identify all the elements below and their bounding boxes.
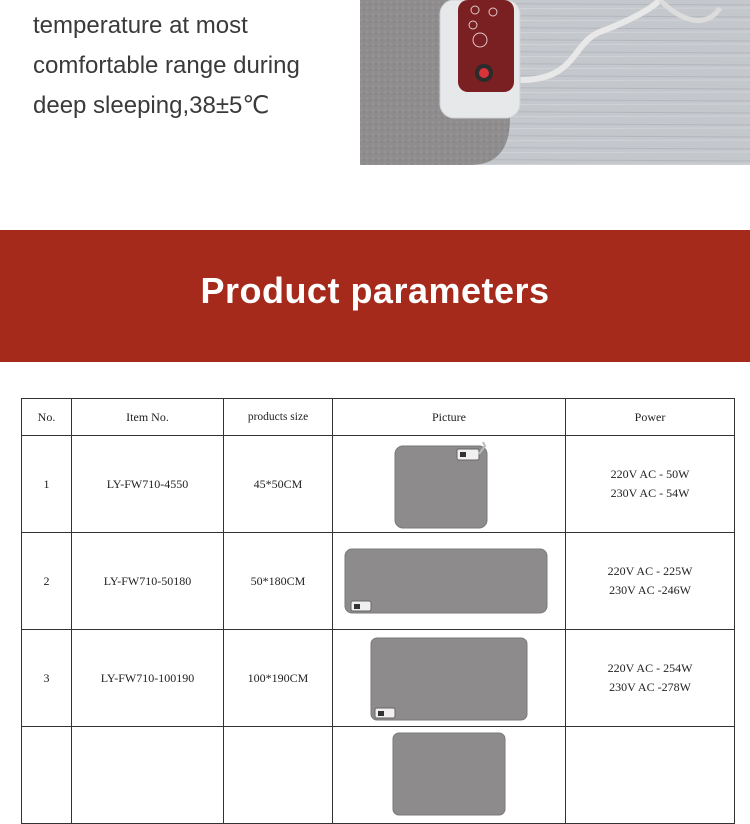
header-power: Power bbox=[566, 399, 735, 436]
row-no: 1 bbox=[22, 436, 72, 533]
row-picture bbox=[333, 436, 566, 533]
heating-mat-long-image bbox=[333, 533, 565, 629]
heating-mat-large-image bbox=[333, 630, 565, 726]
row-no: 3 bbox=[22, 630, 72, 727]
heating-mat-small-image bbox=[333, 436, 565, 532]
row-no: 2 bbox=[22, 533, 72, 630]
header-no: No. bbox=[22, 399, 72, 436]
section-title: Product parameters bbox=[200, 270, 550, 311]
power-230v: 230V AC -246W bbox=[609, 583, 691, 597]
power-220v: 220V AC - 50W bbox=[610, 467, 690, 481]
product-parameters-table bbox=[21, 398, 735, 824]
row-size: 45*50CM bbox=[224, 436, 333, 533]
intro-description bbox=[33, 6, 353, 126]
row-item-no: LY-FW710-50180 bbox=[72, 533, 224, 630]
row-no bbox=[22, 727, 72, 824]
intro-line: comfortable range during bbox=[33, 52, 300, 79]
row-picture bbox=[333, 727, 566, 824]
power-220v: 220V AC - 254W bbox=[607, 661, 693, 675]
row-power bbox=[566, 436, 735, 533]
table-row bbox=[22, 533, 735, 630]
header-item-no: Item No. bbox=[72, 399, 224, 436]
row-item-no bbox=[72, 727, 224, 824]
row-size: 50*180CM bbox=[224, 533, 333, 630]
power-230v: 230V AC -278W bbox=[609, 680, 691, 694]
controller-photo bbox=[360, 0, 750, 165]
row-picture bbox=[333, 630, 566, 727]
section-banner bbox=[0, 230, 750, 362]
header-products-size: products size bbox=[224, 399, 333, 436]
row-power bbox=[566, 727, 735, 824]
row-item-no: LY-FW710-4550 bbox=[72, 436, 224, 533]
row-power bbox=[566, 533, 735, 630]
header-picture: Picture bbox=[333, 399, 566, 436]
table-header-row bbox=[22, 399, 735, 436]
power-220v: 220V AC - 225W bbox=[607, 564, 693, 578]
row-size: 100*190CM bbox=[224, 630, 333, 727]
table-row bbox=[22, 727, 735, 824]
row-item-no: LY-FW710-100190 bbox=[72, 630, 224, 727]
row-power bbox=[566, 630, 735, 727]
table-row bbox=[22, 630, 735, 727]
row-size bbox=[224, 727, 333, 824]
row-picture bbox=[333, 533, 566, 630]
table-row bbox=[22, 436, 735, 533]
intro-line: temperature at most bbox=[33, 12, 248, 39]
intro-line: deep sleeping,38±5℃ bbox=[33, 92, 270, 119]
heating-mat-image bbox=[333, 727, 565, 823]
power-230v: 230V AC - 54W bbox=[610, 486, 690, 500]
